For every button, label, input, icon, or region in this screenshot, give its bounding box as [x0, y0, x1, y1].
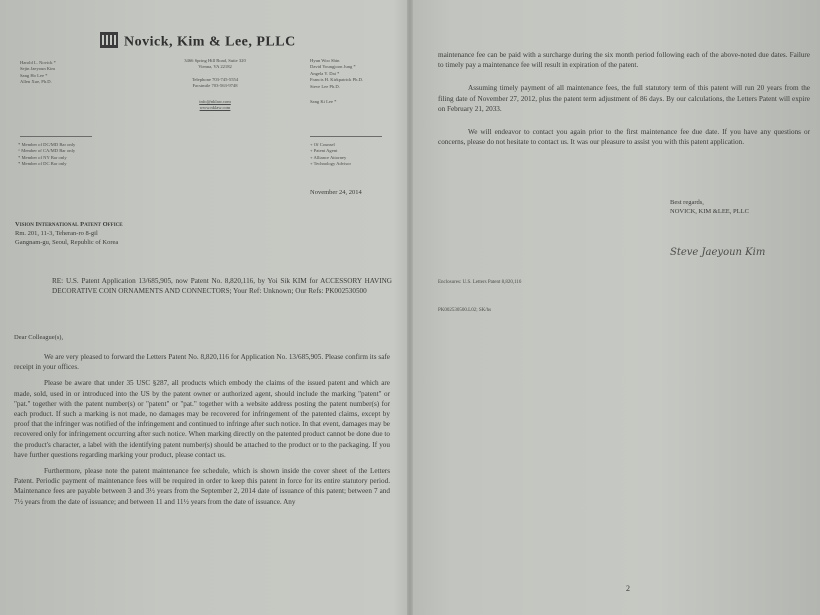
letter-page-2	[412, 0, 820, 615]
divider	[20, 136, 92, 137]
recipient-name: Vision International Patent Office	[15, 221, 123, 228]
address-line: Vienna, VA 22182	[198, 64, 232, 70]
closing-firm: NOVICK, KIM &LEE, PLLC	[670, 208, 749, 215]
body-paragraph: We are very pleased to forward the Letters Patent No. 8,820,116 for Application No. 13/685,905. Please confirm its safe receipt in your offices.	[14, 353, 390, 372]
body-paragraph: Assuming timely payment of all maintenance fees, the full statutory term of this patent will run 20 years from the filing date of November 27, 2012, plus the patent term adjustment of 86 days. By our calculations, the Letters Patent will expire on February 21, 2033.	[438, 84, 810, 113]
re-line: RE: U.S. Patent Application 13/685,905, now Patent No. 8,820,116, by Yoi Sik KIM for ACCESSORY HAVING DECORATIVE COIN ORNAMENTS AND CONNECTORS; Your Ref: Unknown; Our Refs: PK002530500	[52, 277, 392, 295]
letter-body-right	[438, 50, 810, 153]
recipient-address	[15, 220, 255, 247]
attorney-name: Steve Lee Ph.D.	[310, 83, 340, 89]
firm-logo-icon	[100, 32, 118, 53]
attorney-name: Harold L. Novick *	[20, 60, 56, 65]
page-number: 2	[626, 584, 630, 593]
body-paragraph: maintenance fee can be paid with a surcharge during the six month period following each of the above-noted due dates. Failure to timely pay a maintenance fee will result in expiration of the patent.	[438, 51, 810, 70]
divider	[310, 136, 382, 137]
website-link[interactable]: www.nklaw.com	[199, 105, 231, 111]
footnote: + Of Counsel	[310, 142, 335, 147]
email-link[interactable]: info@nklaw.com	[199, 98, 231, 104]
body-paragraph: Please be aware that under 35 USC §287, all products which embody the claims of the issued patent and which are made, sold, used in or introduced into the US by the patent owner or authorized agent, should include the marking "patent" or "pat." together with the patent number(s) or "patent" or "pat." together with a website address posting the patent number(s) for each product. If such a marking is not made, no damages may be recovered for infringement of the patented claims, except by proof that the infringer was notified of the infringement and continued to infringe after such notice. In that event, damages may be recovered only for infringement occurring after such notice. When marking directly on the patented product cannot be done due to the product's character, a label with the identifying patent number(s) should be attached to the product or to the packaging. If you have further questions regarding marking your product, please contact us.	[14, 379, 390, 459]
attorney-list-left	[20, 60, 90, 86]
attorney-name: Sang Ho Lee *	[20, 72, 48, 78]
attorney-name: Angela Y. Dai *	[310, 70, 340, 76]
salutation: Dear Colleague(s),	[14, 334, 64, 341]
recipient-line: Rm. 201, 11-3, Teheran-ro 8-gil	[15, 230, 98, 237]
closing-block	[670, 198, 749, 216]
recipient-line: Gangnam-gu, Seoul, Republic of Korea	[15, 239, 119, 246]
attorney-name: Sang Ki Lee *	[310, 99, 337, 105]
address-line: 3466 Spring Hill Road, Suite 320	[184, 58, 246, 63]
attorney-name: Hyun Woo Shin	[310, 58, 340, 63]
footnote: + Patent Agent	[310, 148, 338, 154]
attorney-name: David Youngjoon Jung *	[310, 64, 356, 70]
firm-name: Novick, Kim & Lee, PLLC	[124, 34, 296, 50]
footnote: + Alliance Attorney	[310, 154, 347, 160]
enclosures: Enclosures: U.S. Letters Patent 8,820,116	[438, 280, 522, 285]
footnote: ^ Member of CA/MD Bar only	[18, 148, 76, 154]
body-paragraph: Furthermore, please note the patent maintenance fee schedule, which is shown inside the cover sheet of the Letters Patent. Periodic payment of maintenance fees will be required in order to keep this patent in force for its entire statutory period. Maintenance fees are payable between 3 and 3½ years from the September 2, 2014 date of issuance of this patent; between 7 and 7½ years from the date of issuance; and between 11 and 11½ years from the date of issuance. Any	[14, 467, 390, 506]
facsimile: Facsimile 703-563-9748	[192, 83, 238, 89]
firm-header	[100, 32, 296, 53]
footnote: * Member of DC/MD Bar only	[18, 142, 76, 147]
closing-line: Best regards,	[670, 199, 704, 206]
footnote: * Member of NY Bar only	[18, 154, 67, 160]
telephone: Telephone 703-745-5554	[191, 76, 239, 82]
footnote: + Technology Advisor	[310, 161, 351, 167]
footnote: * Member of DC Bar only	[18, 161, 67, 167]
signature: Steve Jaeyoun Kim	[670, 247, 766, 258]
letter-date: November 24, 2014	[310, 189, 362, 196]
firm-address-block	[140, 58, 290, 111]
attorney-name: Francis H. Kirkpatrick Ph.D.	[310, 77, 364, 83]
body-paragraph: We will endeavor to contact you again prior to the first maintenance fee due date. If you have any questions or concerns, please do not hesitate to contact us. It was our pleasure to assist you with this patent application.	[438, 128, 810, 147]
attorney-name: Allen Xue, Ph.D.	[20, 79, 52, 85]
bar-footnotes-right	[310, 142, 390, 168]
bar-footnotes-left	[18, 142, 98, 168]
attorney-list-right	[310, 58, 405, 105]
reference-code: PK002530500.L02; SK/hs	[438, 308, 492, 313]
attorney-name: Sejin Jaeyoun Kim	[20, 66, 55, 72]
letter-body-left	[14, 352, 390, 513]
